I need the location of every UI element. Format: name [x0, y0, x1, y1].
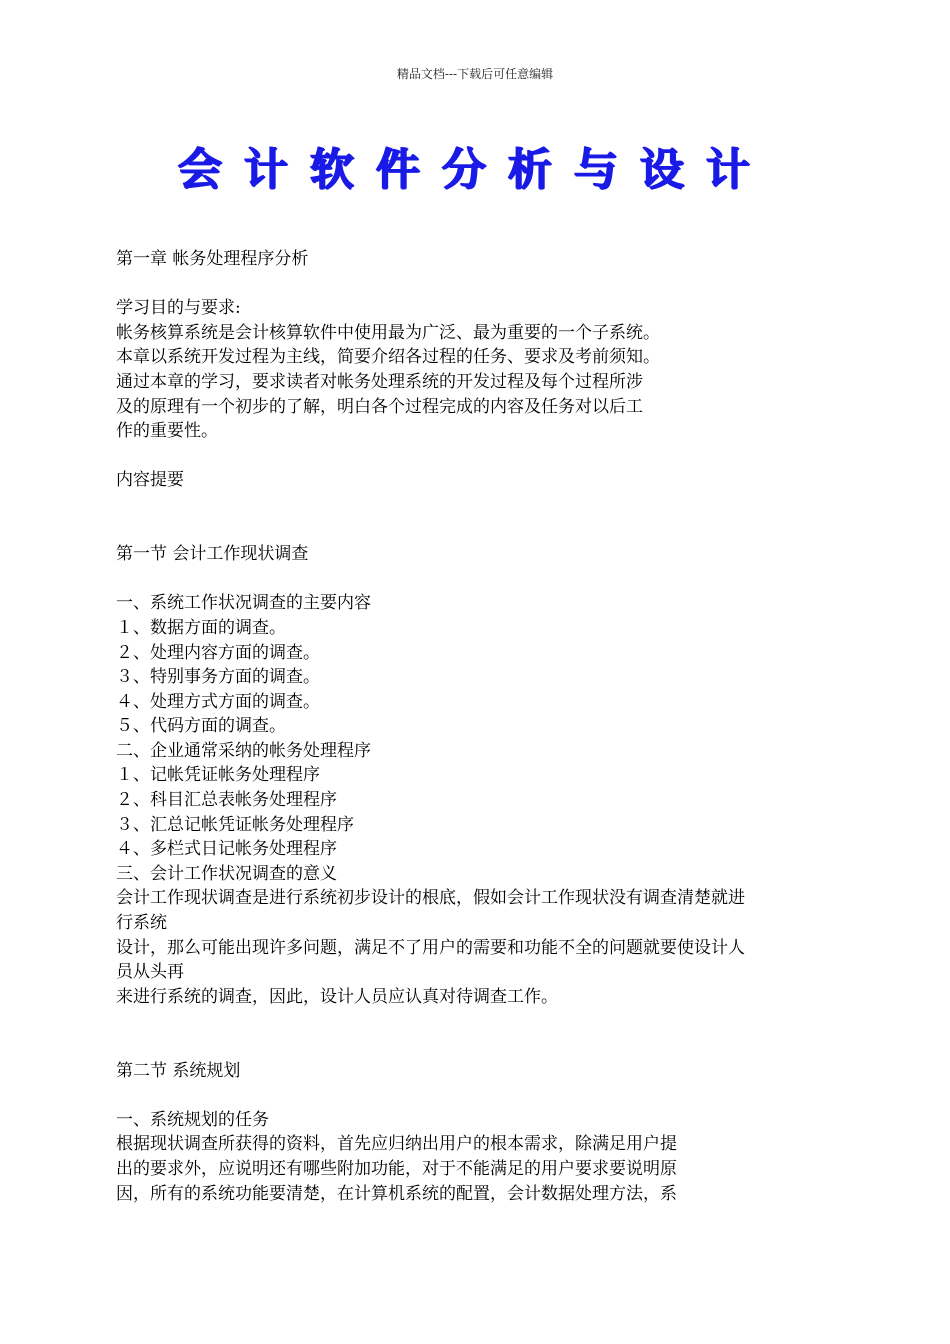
document-title: 会计软件分析与设计	[178, 144, 772, 195]
text-line: 第一节 会计工作现状调查	[116, 544, 309, 565]
text-line: 根据现状调查所获得的资料，首先应归纳出用户的根本需求，除满足用户提	[116, 1134, 677, 1155]
text-line: ３、汇总记帐凭证帐务处理程序	[116, 814, 354, 835]
text-line: 及的原理有一个初步的了解，明白各个过程完成的内容及任务对以后工	[116, 396, 643, 417]
text-line: 三、会计工作状况调查的意义	[116, 863, 337, 884]
text-line: 第一章 帐务处理程序分析	[116, 249, 309, 269]
blank-line	[116, 1034, 836, 1059]
header-note: 精品文档---下载后可任意编辑	[396, 67, 554, 81]
blank-line	[116, 1009, 836, 1034]
text-line: ４、多栏式日记帐务处理程序	[116, 839, 337, 860]
text-line: １、记帐凭证帐务处理程序	[116, 765, 320, 786]
text-line: 行系统	[116, 913, 167, 934]
text-line: 学习目的与要求:	[116, 298, 241, 319]
text-line: 员从头再	[116, 962, 184, 983]
text-line: ２、科目汇总表帐务处理程序	[116, 790, 337, 811]
text-line: 因，所有的系统功能要清楚，在计算机系统的配置，会计数据处理方法，系	[116, 1183, 677, 1204]
text-line: ４、处理方式方面的调查。	[116, 691, 320, 712]
text-line: １、数据方面的调查。	[116, 617, 286, 638]
text-line: 作的重要性。	[116, 421, 218, 442]
text-line: 会计工作现状调查是进行系统初步设计的根底，假如会计工作现状没有调查清楚就进	[116, 888, 745, 909]
blank-line	[116, 1083, 836, 1108]
document-body	[116, 247, 836, 1206]
blank-line	[116, 272, 836, 297]
text-line: 本章以系统开发过程为主线，简要介绍各过程的任务、要求及考前须知。	[116, 347, 660, 368]
text-line: 一、系统规划的任务	[116, 1109, 269, 1130]
text-line: ２、处理内容方面的调查。	[116, 642, 320, 663]
text-line: 出的要求外，应说明还有哪些附加功能，对于不能满足的用户要求要说明原	[116, 1158, 677, 1179]
text-line: 第二节 系统规划	[116, 1060, 241, 1081]
blank-line	[116, 567, 836, 592]
blank-line	[116, 518, 836, 543]
blank-line	[116, 444, 836, 469]
blank-line	[116, 493, 836, 518]
text-line: 二、企业通常采纳的帐务处理程序	[116, 740, 371, 761]
text-line: 内容提要	[116, 470, 184, 491]
text-line: 来进行系统的调查，因此，设计人员应认真对待调查工作。	[116, 986, 558, 1007]
text-line: ３、特别事务方面的调查。	[116, 667, 320, 688]
text-line: 帐务核算系统是会计核算软件中使用最为广泛、最为重要的一个子系统。	[116, 322, 660, 343]
text-line: 通过本章的学习，要求读者对帐务处理系统的开发过程及每个过程所涉	[116, 371, 643, 392]
text-line: 设计，那么可能出现许多问题，满足不了用户的需要和功能不全的问题就要使设计人	[116, 937, 745, 958]
text-line: ５、代码方面的调查。	[116, 716, 286, 737]
text-line: 一、系统工作状况调查的主要内容	[116, 593, 371, 614]
